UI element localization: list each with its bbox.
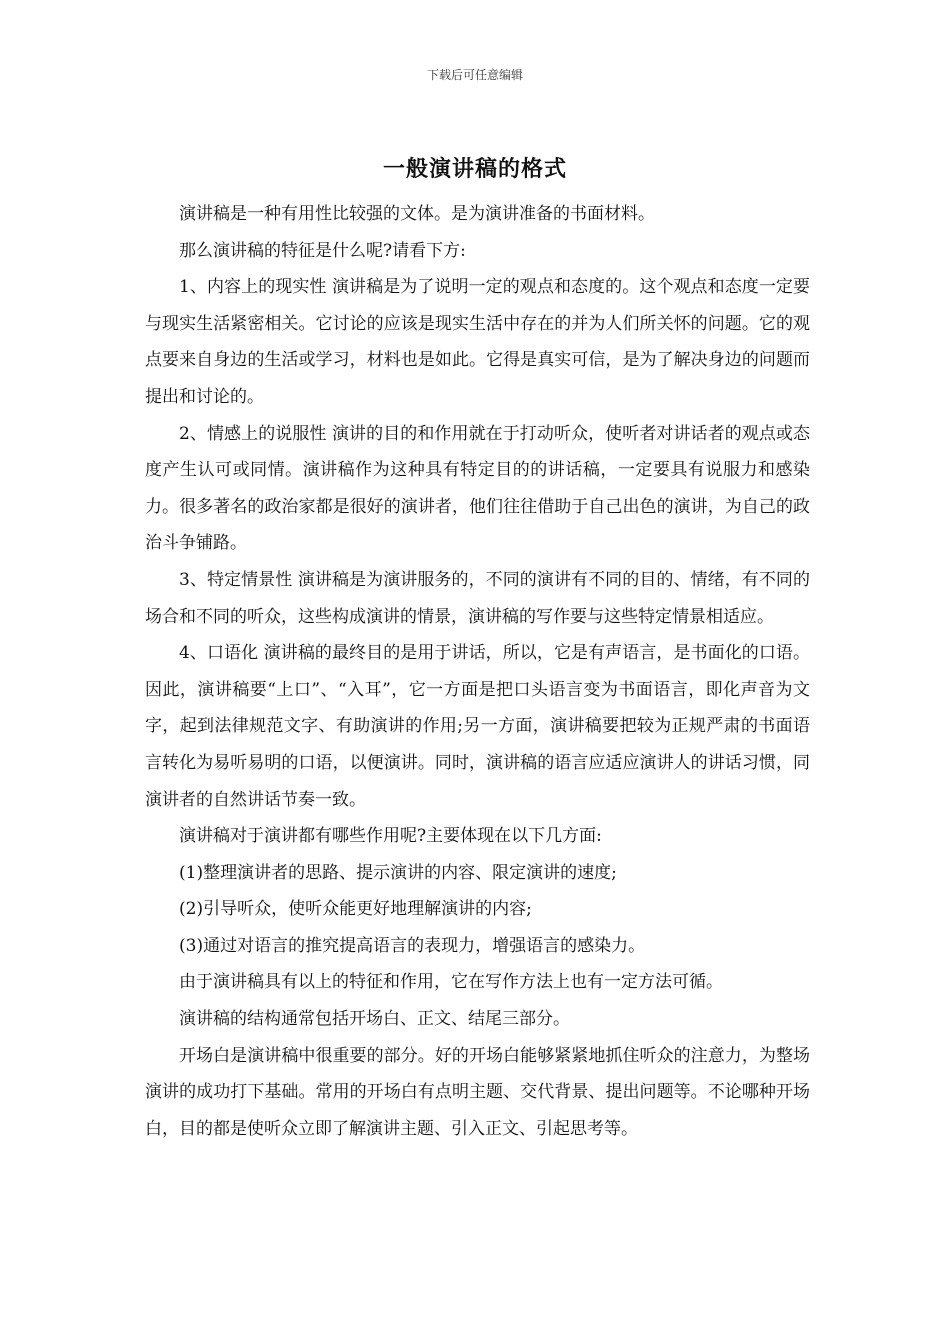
paragraph: 开场白是演讲稿中很重要的部分。好的开场白能够紧紧地抓住听众的注意力，为整场演讲的成功打下基础。常用的开场白有点明主题、交代背景、提出问题等。不论哪种开场白，目的都是使听众立即了解演讲主题、引入正文、引起思考等。 (145, 1045, 810, 1139)
header-note: 下载后可任意编辑 (426, 68, 523, 82)
paragraph: (2)引导听众，使听众能更好地理解演讲的内容; (179, 899, 532, 920)
paragraph: (3)通过对语言的推究提高语言的表现力，增强语言的感染力。 (179, 935, 646, 956)
paragraph: 2、情感上的说服性 演讲的目的和作用就在于打动听众，使听者对讲话者的观点或态度产生认可或同情。演讲稿作为这种具有特定目的的讲话稿，一定要具有说服力和感染力。很多著名的政治家都是很好的演讲者，他们往往借助于自己出色的演讲，为自己的政治斗争铺路。 (145, 423, 810, 554)
paragraph: 演讲稿对于演讲都有哪些作用呢?主要体现在以下几方面: (179, 826, 602, 847)
paragraph: (1)整理演讲者的思路、提示演讲的内容、限定演讲的速度; (179, 862, 617, 883)
paragraph: 由于演讲稿具有以上的特征和作用，它在写作方法上也有一定方法可循。 (179, 972, 723, 993)
paragraph: 演讲稿是一种有用性比较强的文体。是为演讲准备的书面材料。 (179, 204, 655, 224)
document-title: 一般演讲稿的格式 (382, 157, 567, 182)
paragraph: 那么演讲稿的特征是什么呢?请看下方: (179, 240, 466, 261)
document-body (145, 196, 810, 1147)
paragraph: 3、特定情景性 演讲稿是为演讲服务的，不同的演讲有不同的目的、情绪，有不同的场合和不同的听众，这些构成演讲的情景，演讲稿的写作要与这些特定情景相适应。 (145, 569, 810, 627)
paragraph: 1、内容上的现实性 演讲稿是为了说明一定的观点和态度的。这个观点和态度一定要与现实生活紧密相关。它讨论的应该是现实生活中存在的并为人们所关怀的问题。它的观点要来自身边的生活或学习，材料也是如此。它得是真实可信，是为了解决身边的问题而提出和讨论的。 (145, 277, 810, 407)
paragraph: 演讲稿的结构通常包括开场白、正文、结尾三部分。 (179, 1009, 570, 1030)
paragraph: 4、口语化 演讲稿的最终目的是用于讲话，所以，它是有声语言，是书面化的口语。因此，演讲稿要“上口”、“入耳”，它一方面是把口头语言变为书面语言，即化声音为文字，起到法律规范文字、有助演讲的作用;另一方面，演讲稿要把较为正规严肃的书面语言转化为易听易明的口语，以便演讲。同时，演讲稿的语言应适应演讲人的讲话习惯，同演讲者的自然讲话节奏一致。 (145, 643, 810, 810)
